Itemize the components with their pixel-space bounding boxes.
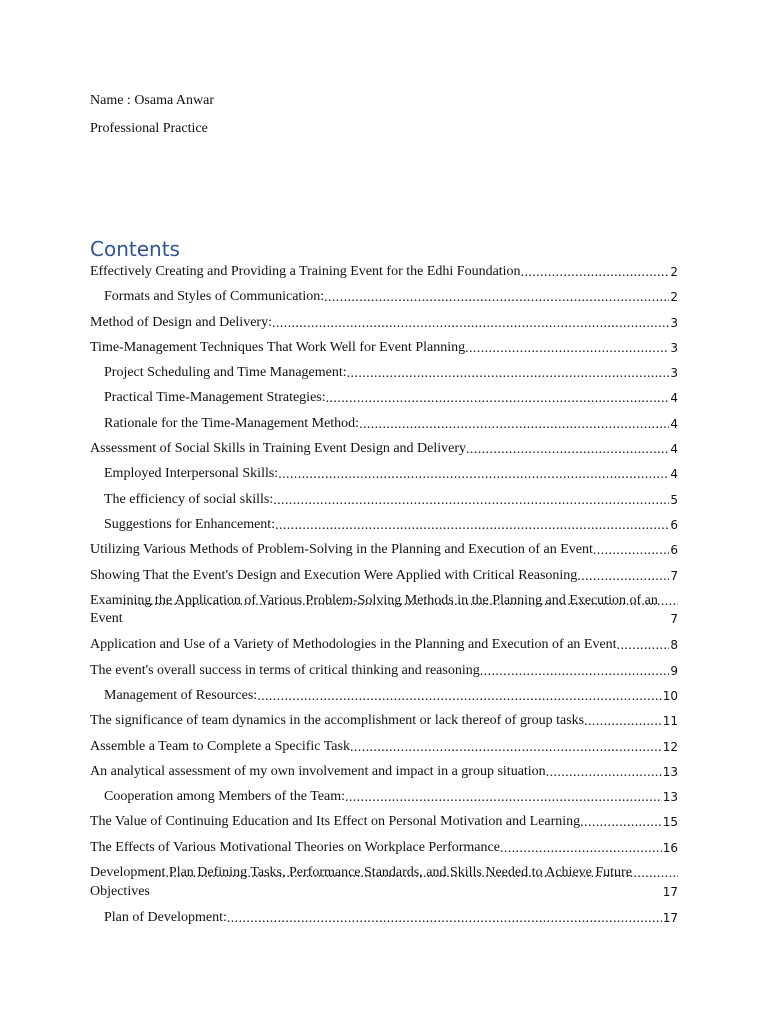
toc-entry[interactable]: Suggestions for Enhancement: ..... 6 [90, 516, 678, 535]
toc-entry[interactable]: Cooperation among Members of the Team: ..... 13 [90, 788, 678, 807]
author-name: Name : Osama Anwar [90, 93, 215, 108]
toc-entry[interactable]: Method of Design and Delivery: ..... 3 [90, 314, 678, 333]
toc-entry[interactable]: Plan of Development: ..... 17 [90, 909, 678, 928]
toc-entry[interactable]: Practical Time-Management Strategies: ..... 4 [90, 389, 678, 408]
toc-heading: Contents [90, 237, 180, 261]
toc-entry[interactable]: Development Plan Defining Tasks, Performance Standards, and Skills Needed to Achieve Future Objectives ..... 17 [90, 864, 678, 901]
toc-entry[interactable]: Rationale for the Time-Management Method: ..... 4 [90, 415, 678, 434]
toc-entry[interactable]: Utilizing Various Methods of Problem-Solving in the Planning and Execution of an Event ..... 6 [90, 541, 678, 560]
toc-entry[interactable]: Showing That the Event's Design and Execution Were Applied with Critical Reasoning ..... 7 [90, 567, 678, 586]
toc-entry[interactable]: The efficiency of social skills: ..... 5 [90, 491, 678, 510]
toc-entry[interactable]: The event's overall success in terms of critical thinking and reasoning ..... 9 [90, 662, 678, 681]
toc-entry[interactable]: Assemble a Team to Complete a Specific Task ..... 12 [90, 738, 678, 757]
toc-entry[interactable]: Project Scheduling and Time Management: ..... 3 [90, 364, 678, 383]
toc-entry[interactable]: Effectively Creating and Providing a Training Event for the Edhi Foundation ..... 2 [90, 263, 678, 282]
toc-entry[interactable]: Assessment of Social Skills in Training Event Design and Delivery ..... 4 [90, 440, 678, 459]
toc-entry[interactable]: Formats and Styles of Communication: ..... 2 [90, 288, 678, 307]
toc-entry[interactable]: The Value of Continuing Education and Its Effect on Personal Motivation and Learning ..... 15 [90, 813, 678, 832]
toc-entry[interactable]: Time-Management Techniques That Work Well for Event Planning ..... 3 [90, 339, 678, 358]
toc-entry[interactable]: The significance of team dynamics in the accomplishment or lack thereof of group tasks ..... 11 [90, 712, 678, 731]
table-of-contents [90, 263, 678, 934]
toc-entry[interactable]: An analytical assessment of my own involvement and impact in a group situation ..... 13 [90, 763, 678, 782]
course-title: Professional Practice [90, 121, 208, 136]
toc-entry[interactable]: Examining the Application of Various Problem-Solving Methods in the Planning and Execution of an Event ..... 7 [90, 592, 678, 629]
toc-entry[interactable]: Management of Resources: ..... 10 [90, 687, 678, 706]
toc-entry[interactable]: Employed Interpersonal Skills: ..... 4 [90, 465, 678, 484]
toc-entry[interactable]: The Effects of Various Motivational Theories on Workplace Performance ..... 16 [90, 839, 678, 858]
toc-entry[interactable]: Application and Use of a Variety of Methodologies in the Planning and Execution of an Event ..... 8 [90, 636, 678, 655]
